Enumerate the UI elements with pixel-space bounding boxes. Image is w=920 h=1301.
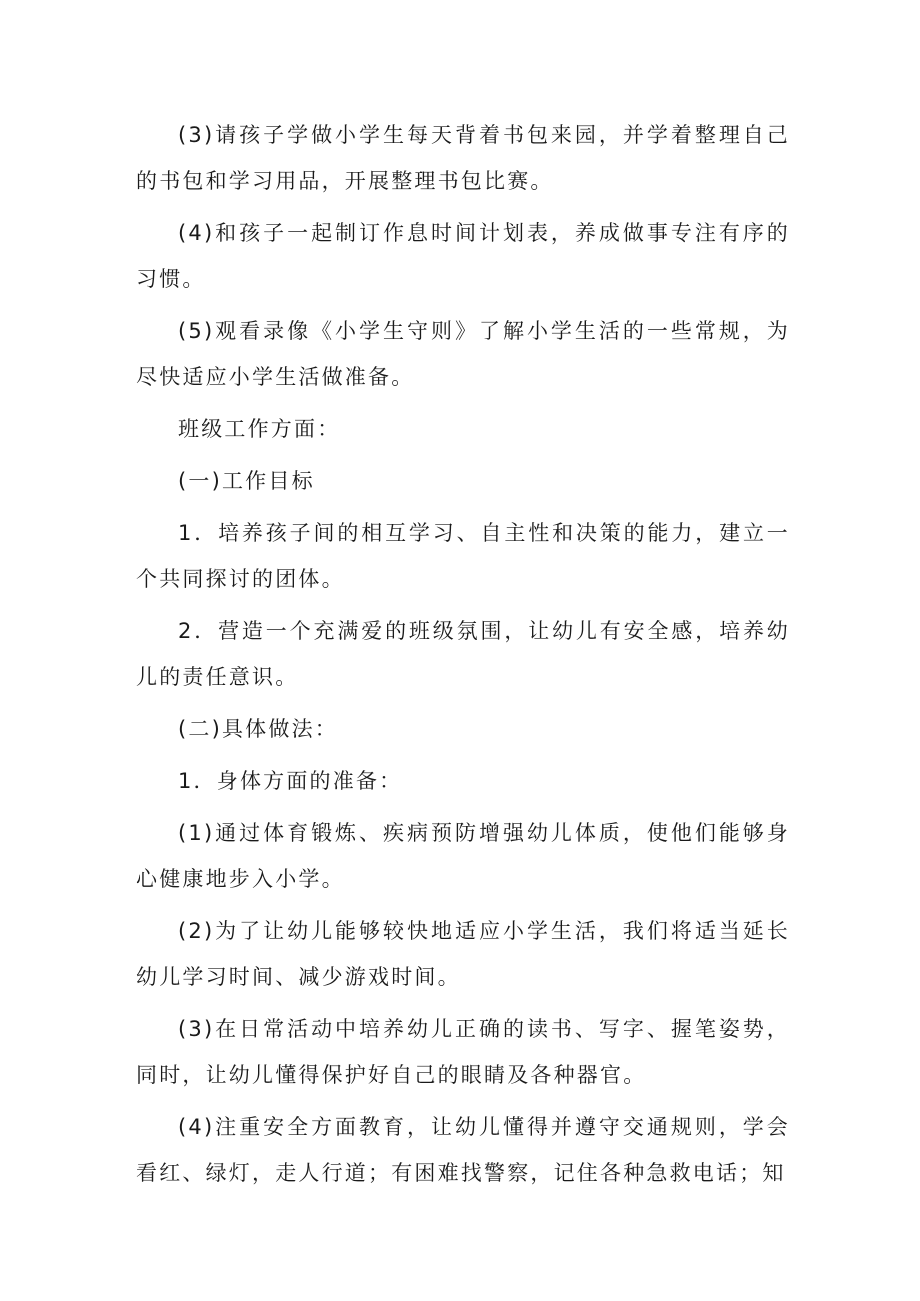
section-heading: 班级工作方面： xyxy=(178,417,341,441)
paragraph: (3)在日常活动中培养幼儿正确的读书、写字、握笔姿势，同时，让幼儿懂得保护好自己的眼睛及各种器官。 xyxy=(136,1017,790,1087)
item-heading: 1．身体方面的准备： xyxy=(178,769,403,793)
subsection-heading: (一)工作目标 xyxy=(178,469,315,493)
paragraph: (1)通过体育锻炼、疾病预防增强幼儿体质，使他们能够身心健康地步入小学。 xyxy=(136,821,790,891)
paragraph: (5)观看录像《小学生守则》了解小学生活的一些常规，为尽快适应小学生活做准备。 xyxy=(136,319,790,389)
paragraph: (3)请孩子学做小学生每天背着书包来园，并学着整理自己的书包和学习用品，开展整理书包比赛。 xyxy=(136,123,790,193)
paragraph: (4)注重安全方面教育，让幼儿懂得并遵守交通规则，学会看红、绿灯，走人行道；有困难找警察，记住各种急救电话；知 xyxy=(136,1115,790,1185)
paragraph: 1．培养孩子间的相互学习、自主性和决策的能力，建立一个共同探讨的团体。 xyxy=(136,521,790,591)
paragraph: (4)和孩子一起制订作息时间计划表，养成做事专注有序的习惯。 xyxy=(136,221,790,291)
paragraph: (2)为了让幼儿能够较快地适应小学生活，我们将适当延长幼儿学习时间、减少游戏时间。 xyxy=(136,919,790,989)
document-body xyxy=(136,112,790,1196)
paragraph: 2．营造一个充满爱的班级氛围，让幼儿有安全感，培养幼儿的责任意识。 xyxy=(136,619,790,689)
subsection-heading: (二)具体做法： xyxy=(178,717,338,741)
